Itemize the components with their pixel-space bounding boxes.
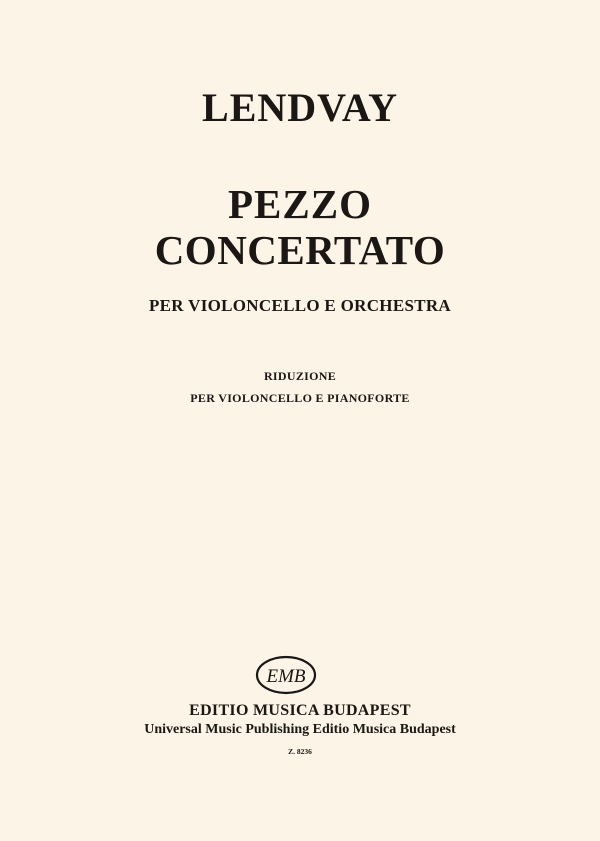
emb-logo-text: EMB [266, 666, 306, 687]
instrumentation-subtitle: PER VIOLONCELLO E ORCHESTRA [148, 296, 452, 315]
title-line-1: PEZZO [228, 181, 372, 227]
reduction-label: RIDUZIONE [263, 369, 337, 383]
composer-name: LENDVAY [202, 85, 398, 130]
publisher-full-name: Universal Music Publishing Editio Musica Budapest [144, 722, 456, 737]
emb-logo [255, 655, 317, 695]
reduction-detail: PER VIOLONCELLO E PIANOFORTE [190, 391, 410, 405]
catalog-number: Z. 8236 [288, 747, 312, 756]
title-line-2: CONCERTATO [154, 227, 446, 273]
publisher-name: EDITIO MUSICA BUDAPEST [189, 702, 411, 719]
